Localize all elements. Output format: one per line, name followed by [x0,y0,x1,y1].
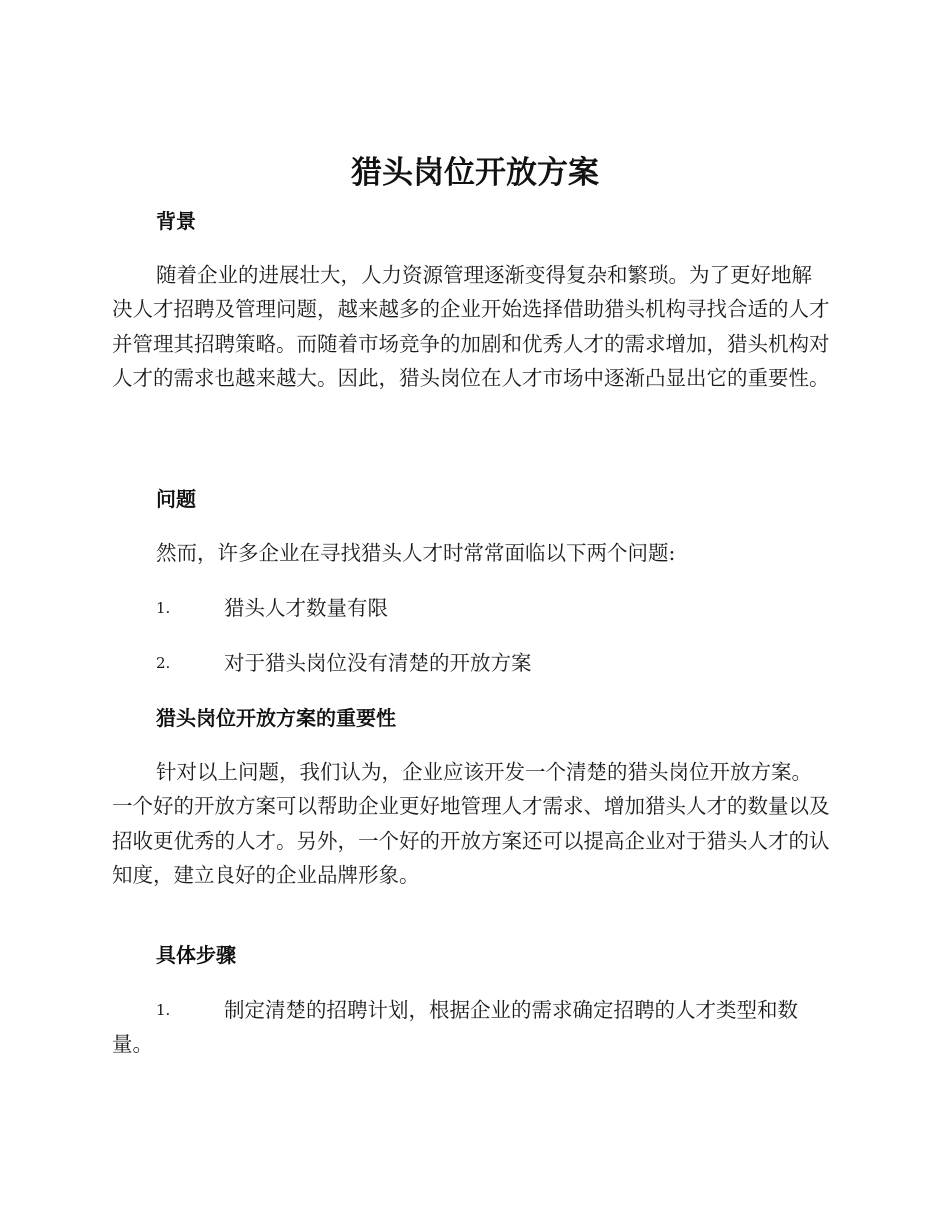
list-text: 对于猎头岗位没有清楚的开放方案 [224,651,532,675]
problem-list-item [112,646,837,680]
section-heading-problem: 问题 [156,487,196,511]
list-text: 猎头人才数量有限 [224,596,388,620]
section-heading-steps: 具体步骤 [156,943,236,967]
list-text: 制定清楚的招聘计划，根据企业的需求确定招聘的人才类型和数量。 [112,998,798,1057]
problem-intro: 然而，许多企业在寻找猎头人才时常常面临以下两个问题: [156,541,676,565]
section-heading-background: 背景 [156,209,196,233]
steps-list-item [112,993,837,1062]
list-number: 1. [156,599,171,617]
problem-list-item [112,591,837,625]
list-number: 1. [156,1001,171,1019]
section-heading-importance: 猎头岗位开放方案的重要性 [156,706,396,730]
importance-paragraph: 针对以上问题，我们认为，企业应该开发一个清楚的猎头岗位开放方案。一个好的开放方案可以帮助企业更好地管理人才需求、增加猎头人才的数量以及招收更优秀的人才。另外，一个好的开放方案还可以提高企业对于猎头人才的认知度，建立良好的企业品牌形象。 [112,760,830,887]
background-paragraph: 随着企业的进展壮大，人力资源管理逐渐变得复杂和繁琐。为了更好地解决人才招聘及管理问题，越来越多的企业开始选择借助猎头机构寻找合适的人才并管理其招聘策略。而随着市场竞争的加剧和优秀人才的需求增加，猎头机构对人才的需求也越来越大。因此，猎头岗位在人才市场中逐渐凸显出它的重要性。 [112,263,830,390]
list-number: 2. [156,654,171,672]
document-title: 猎头岗位开放方案 [351,155,599,191]
